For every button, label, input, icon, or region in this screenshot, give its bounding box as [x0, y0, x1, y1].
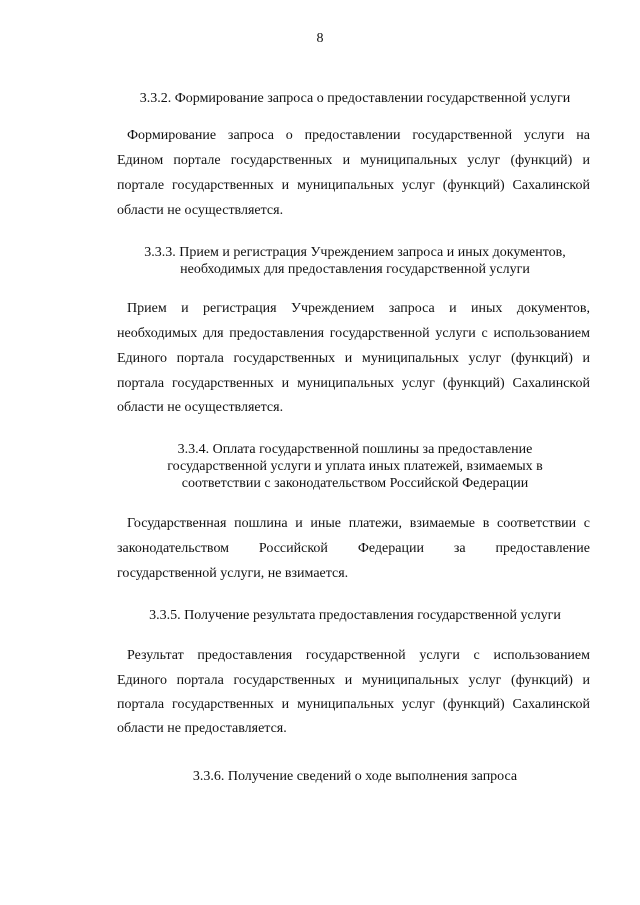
heading-line: соответствии с законодательством Российской Федерации [181, 476, 529, 491]
heading-line: 3.3.5. Получение результата предоставления государственной услуги [149, 608, 561, 623]
paragraph-line: портала государственных и муниципальных услуг (функций) Сахалинской [117, 376, 590, 391]
paragraph-line: Формирование запроса о предоставлении государственной услуги на [127, 128, 590, 143]
paragraph-line: портала государственных и муниципальных услуг (функций) Сахалинской [117, 697, 590, 712]
paragraph-line: Прием и регистрация Учреждением запроса и иных документов, [127, 301, 590, 316]
section-heading-3-3-5 [115, 607, 595, 624]
heading-line: 3.3.2. Формирование запроса о предоставлении государственной услуги [139, 91, 571, 106]
section-heading-3-3-6 [115, 768, 595, 785]
heading-line: 3.3.6. Получение сведений о ходе выполнения запроса [192, 769, 518, 784]
paragraph-line: Результат предоставления государственной услуги с использованием [127, 648, 590, 663]
paragraph-line: Единого портала государственных и муниципальных услуг (функций) и [117, 351, 590, 366]
heading-line: необходимых для предоставления государственной услуги [180, 262, 530, 277]
section-heading-3-3-4 [115, 441, 595, 492]
paragraph-line: портале государственных и муниципальных услуг (функций) Сахалинской [117, 178, 590, 193]
heading-line: 3.3.3. Прием и регистрация Учреждением запроса и иных документов, [144, 245, 566, 260]
paragraph-line: законодательством Российской Федерации за предоставление [117, 541, 590, 556]
paragraph-line: необходимых для предоставления государственной услуги с использованием [117, 326, 590, 341]
section-heading-3-3-2 [115, 90, 595, 107]
paragraph-line: области не осуществляется. [117, 400, 284, 415]
paragraph-line: области не предоставляется. [117, 721, 287, 736]
heading-line: государственной услуги и уплата иных платежей, взимаемых в [167, 459, 543, 474]
section-heading-3-3-3 [115, 244, 595, 278]
paragraph-line: Единого портала государственных и муниципальных услуг (функций) и [117, 673, 590, 688]
page-number: 8 [316, 31, 324, 46]
paragraph-line: области не осуществляется. [117, 203, 284, 218]
paragraph-line: Государственная пошлина и иные платежи, взимаемые в соответствии с [127, 516, 590, 531]
heading-line: 3.3.4. Оплата государственной пошлины за предоставление [177, 442, 533, 457]
paragraph-line: государственной услуги, не взимается. [117, 566, 349, 581]
paragraph-line: Едином портале государственных и муниципальных услуг (функций) и [117, 153, 590, 168]
